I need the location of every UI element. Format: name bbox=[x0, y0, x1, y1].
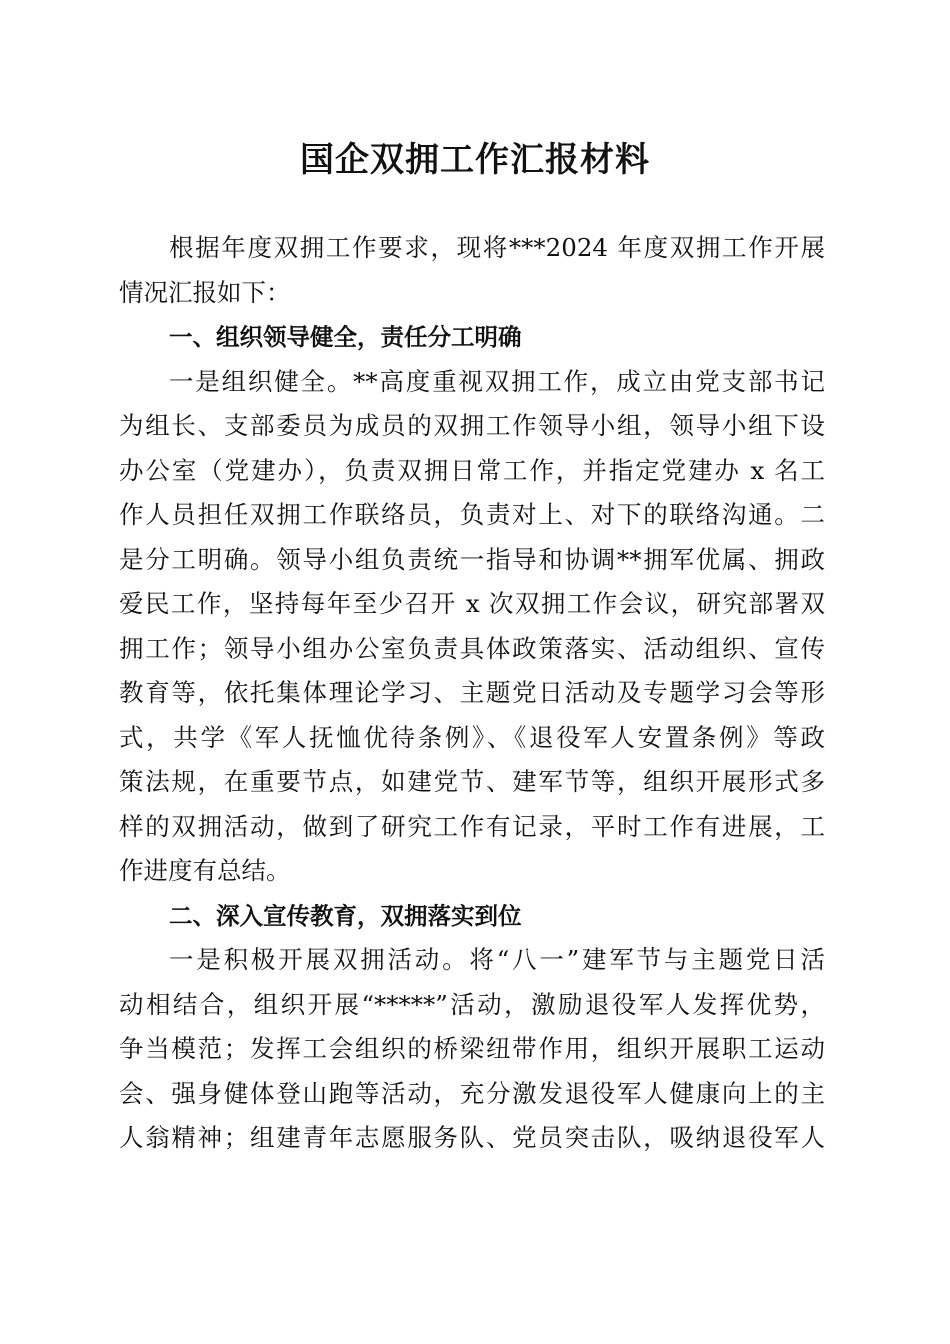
paragraph-line: 样的双拥活动，做到了研究工作有记录，平时工作有进展，工 bbox=[119, 811, 825, 841]
intro-line: 根据年度双拥工作要求，现将***2024 年度双拥工作开展 bbox=[169, 233, 825, 262]
paragraph-line: 一是积极开展双拥活动。将“八一”建军节与主题党日活 bbox=[169, 945, 825, 974]
paragraph-line: 教育等，依托集体理论学习、主题党日活动及专题学习会等形 bbox=[119, 678, 825, 707]
paragraph-line: 拥工作；领导小组办公室负责具体政策落实、活动组织、宣传 bbox=[119, 633, 825, 663]
section-heading: 一、组织领导健全，责任分工明确 bbox=[169, 323, 522, 351]
paragraph-line: 式，共学《军人抚恤优待条例》、《退役军人安置条例》等政 bbox=[119, 722, 825, 752]
paragraph-line: 是分工明确。领导小组负责统一指导和协调**拥军优属、拥政 bbox=[119, 544, 825, 574]
document-title: 国企双拥工作汇报材料 bbox=[300, 140, 650, 180]
paragraph-line: 办公室（党建办），负责双拥日常工作，并指定党建办 x 名工 bbox=[119, 455, 825, 485]
paragraph-line: 为组长、支部委员为成员的双拥工作领导小组，领导小组下设 bbox=[119, 411, 825, 440]
paragraph-line: 一是组织健全。**高度重视双拥工作，成立由党支部书记 bbox=[169, 366, 825, 396]
paragraph-line: 动相结合，组织开展“*****”活动，激励退役军人发挥优势， bbox=[119, 989, 825, 1019]
intro-line: 情况汇报如下： bbox=[119, 277, 291, 307]
document-body bbox=[119, 226, 825, 1161]
paragraph-line: 爱民工作，坚持每年至少召开 x 次双拥工作会议，研究部署双 bbox=[119, 589, 825, 618]
paragraph-line: 争当模范；发挥工会组织的桥梁纽带作用，组织开展职工运动 bbox=[119, 1034, 825, 1063]
paragraph-line: 策法规，在重要节点，如建党节、建军节等，组织开展形式多 bbox=[119, 767, 825, 796]
paragraph-line: 作进度有总结。 bbox=[119, 856, 291, 885]
paragraph-line: 作人员担任双拥工作联络员，负责对上、对下的联络沟通。二 bbox=[119, 500, 825, 529]
section-heading: 二、深入宣传教育，双拥落实到位 bbox=[169, 901, 522, 930]
paragraph-line: 人翁精神；组建青年志愿服务队、党员突击队，吸纳退役军人 bbox=[119, 1123, 825, 1152]
paragraph-line: 会、强身健体登山跑等活动，充分激发退役军人健康向上的主 bbox=[119, 1078, 825, 1108]
